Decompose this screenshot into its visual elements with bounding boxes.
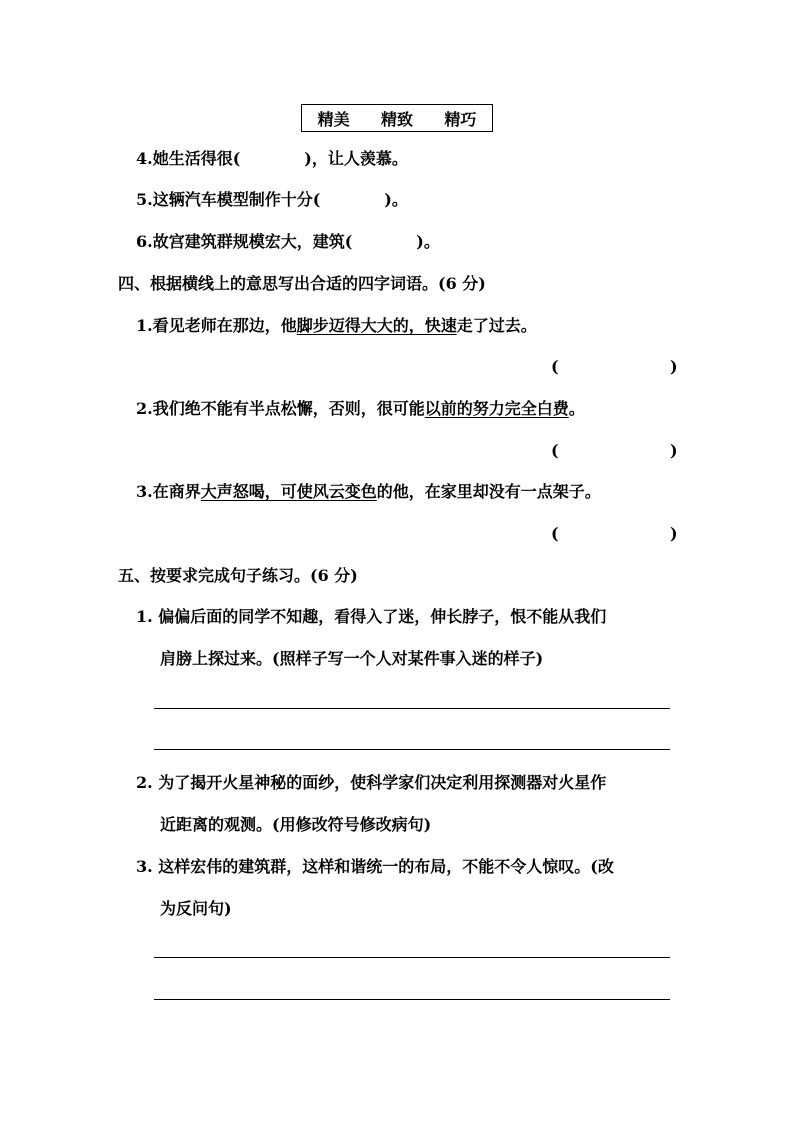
item-2-underlined: 以前的努力完全白费 bbox=[424, 399, 569, 418]
answer-line-1[interactable] bbox=[154, 708, 670, 709]
answer-paren-open-1: ( bbox=[551, 357, 559, 376]
question-5: 5.这辆汽车模型制作十分( )。 bbox=[136, 190, 408, 209]
item-3-text-end: 的他，在家里却没有一点架子。 bbox=[376, 482, 601, 501]
section-5-q3-line2: 为反问句) bbox=[160, 899, 232, 918]
word-choice-1: 精美 bbox=[317, 109, 350, 129]
item-2-text: 2.我们绝不能有半点松懈，否则，很可能 bbox=[136, 399, 425, 418]
answer-line-2[interactable] bbox=[154, 749, 670, 750]
section-5-title: 五、按要求完成句子练习。(6 分) bbox=[118, 566, 358, 585]
item-3-underlined: 大声怒喝，可使风云变色 bbox=[200, 482, 377, 501]
answer-paren-close-3: ) bbox=[670, 524, 678, 543]
answer-paren-open-2: ( bbox=[551, 441, 559, 460]
section-5-q3-line1: 3. 这样宏伟的建筑群，这样和谐统一的布局，不能不令人惊叹。(改 bbox=[136, 857, 614, 876]
answer-line-4[interactable] bbox=[154, 999, 670, 1000]
section-5-q2-line1: 2. 为了揭开火星神秘的面纱，使科学家们决定利用探测器对火星作 bbox=[136, 773, 607, 792]
word-choice-box bbox=[301, 104, 493, 132]
section-4-item-1 bbox=[136, 315, 537, 337]
section-5-q1-line1: 1. 偏偏后面的同学不知趣，看得入了迷，伸长脖子，恨不能从我们 bbox=[136, 607, 607, 626]
item-1-text: 1.看见老师在那边，他 bbox=[136, 316, 297, 335]
item-2-text-end: 。 bbox=[568, 399, 585, 418]
question-6: 6.故宫建筑群规模宏大，建筑( )。 bbox=[136, 232, 440, 251]
answer-line-3[interactable] bbox=[154, 957, 670, 958]
section-5-q1-line2: 肩膀上探过来。(照样子写一个人对某件事入迷的样子) bbox=[160, 649, 544, 668]
section-5-q2-line2: 近距离的观测。(用修改符号修改病句) bbox=[160, 815, 432, 834]
section-4-item-3 bbox=[136, 481, 601, 503]
answer-paren-open-3: ( bbox=[551, 524, 559, 543]
item-1-text-end: 走了过去。 bbox=[456, 316, 537, 335]
section-4-title: 四、根据横线上的意思写出合适的四字词语。(6 分) bbox=[118, 274, 486, 293]
item-3-text: 3.在商界 bbox=[136, 482, 201, 501]
word-choice-2: 精致 bbox=[380, 109, 413, 129]
question-4: 4.她生活得很( )，让人羡慕。 bbox=[136, 149, 408, 168]
item-1-underlined: 脚步迈得大大的，快速 bbox=[296, 316, 457, 335]
answer-paren-close-1: ) bbox=[670, 357, 678, 376]
word-choice-3: 精巧 bbox=[444, 109, 477, 129]
section-4-item-2 bbox=[136, 398, 585, 420]
answer-paren-close-2: ) bbox=[670, 441, 678, 460]
